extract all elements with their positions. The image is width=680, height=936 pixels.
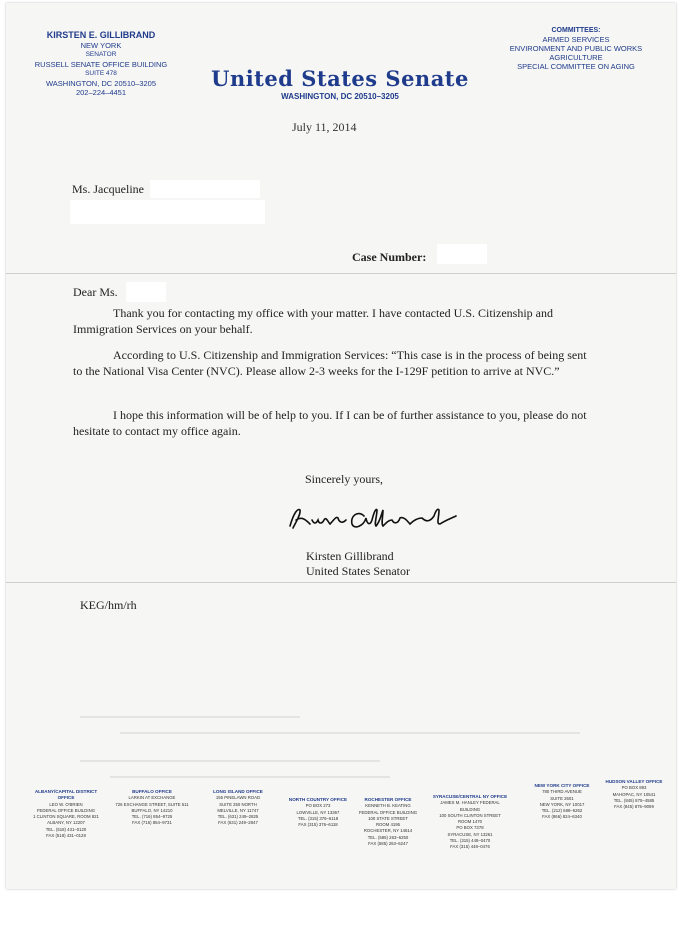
office-line: ROCHESTER, NY 14614 [363,828,413,834]
recipient-name: Ms. Jacqueline [72,182,144,196]
office-line: TEL. (845) 875–4585 [613,797,655,803]
sender-building: RUSSELL SENATE OFFICE BUILDING [34,59,168,69]
committees-block [496,26,656,71]
office-line: KENNETH B. KEATING [365,803,411,809]
office-line: TEL. (315) 376–6118 [297,815,339,821]
bleed-through-mark [80,760,380,762]
office-name: HUDSON VALLEY OFFICE [605,779,663,784]
office-hudson-valley [594,779,674,810]
office-line: TEL. (518) 431–0120 [45,826,87,832]
office-name: SYRACUSE/CENTRAL NY OFFICE [432,794,508,799]
office-new-york-city [522,783,602,821]
office-line: LARKIN AT EXCHANGE [128,795,176,801]
office-directory [26,779,676,859]
office-long-island [198,789,278,827]
redaction-box [437,244,487,264]
office-line: FAX (315) 448–0476 [450,844,490,850]
paragraph-text: Thank you for contacting my office with your matter. I have contacted U.S. Citizenship and Immigration Services on your behalf. [73,306,553,336]
office-line: PO BOX 273 [305,803,331,809]
office-name: NORTH COUNTRY OFFICE [288,797,348,802]
body-paragraph-2 [73,348,593,379]
committee-item: ARMED SERVICES [542,35,610,44]
office-line: ALBANY, NY 12207 [47,820,85,826]
office-name: BUFFALO OFFICE [132,789,172,794]
bleed-through-mark [110,776,390,778]
office-line: NEW YORK, NY 10017 [539,801,585,807]
office-line: TEL. (631) 249–2825 [217,814,259,820]
case-number-label: Case Number: [352,250,427,264]
sender-suite: SUITE 478 [85,70,117,77]
sender-role: SENATOR [85,51,117,58]
office-line: SUITE 2601 [550,795,574,801]
office-line: TEL. (212) 688–6262 [541,808,583,814]
page-fold-line [6,582,676,583]
paragraph-text: I hope this information will be of help to you. If I can be of further assistance to you, please do not hesitate to contact my office again. [73,408,587,438]
sender-city: WASHINGTON, DC 20510–3205 [45,78,157,88]
redaction-box [150,180,260,198]
letter-page [6,3,676,889]
bleed-through-mark [120,732,580,734]
office-line: TEL. (315) 448–0470 [449,838,491,844]
office-line: ROOM 4195 [375,822,401,828]
office-line: SUITE 250 NORTH [219,801,257,807]
page-fold-line [6,273,676,274]
reference-initials: KEG/hm/rh [80,598,137,612]
committees-header: COMMITTEES: [551,27,601,34]
office-line: FAX (518) 431–0128 [46,833,86,839]
office-line: 100 STATE STREET [368,815,408,821]
office-line: 1 CLINTON SQUARE, ROOM 821 [33,814,99,820]
committee-item: AGRICULTURE [549,53,603,62]
office-name: LONG ISLAND OFFICE [213,789,263,794]
office-line: FAX (315) 376–6118 [298,822,338,828]
salutation: Dear Ms. [73,285,118,299]
handwritten-signature [284,502,464,534]
office-line: MELVILLE, NY 11747 [217,807,259,813]
office-line: PO BOX 893 [621,785,647,791]
office-line: SYRACUSE, NY 13261 [447,831,493,837]
office-line: FAX (631) 249–2847 [218,820,258,826]
signer-block [306,549,410,579]
closing-line: Sincerely yours, [305,472,383,486]
office-line: JAMES M. HANLEY FEDERAL BUILDING [440,800,500,812]
office-rochester [348,797,428,847]
office-name: NEW YORK CITY OFFICE [534,783,590,788]
office-line: 100 SOUTH CLINTON STREET [439,812,501,818]
office-line: 155 PINELAWN ROAD [215,795,261,801]
office-line: FAX (716) 854–9731 [132,820,172,826]
office-line: PO BOX 7378 [456,825,484,831]
office-syracuse [430,794,510,851]
body-paragraph-3 [73,408,593,439]
office-albany [26,789,106,839]
office-line: LEO W. O'BRIEN [49,801,83,807]
committee-item: SPECIAL COMMITTEE ON AGING [517,62,635,71]
office-line: 726 EXCHANGE STREET, SUITE 511 [115,801,189,807]
office-line: TEL. (716) 854–9725 [131,814,173,820]
sender-state: NEW YORK [80,40,122,50]
sender-phone: 202–224–4451 [75,88,127,97]
office-line: MAHOPAC, NY 10541 [612,791,656,797]
sender-block [26,31,176,98]
senate-masthead [210,66,470,101]
redaction-box [70,200,265,224]
office-line: 780 THIRD AVENUE [542,789,582,795]
office-name: ALBANY/CAPITAL DISTRICT OFFICE [34,789,98,801]
office-line: TEL. (585) 263–6250 [367,834,409,840]
office-line: LOWVILLE, NY 13367 [296,809,340,815]
committee-item: ENVIRONMENT AND PUBLIC WORKS [509,44,643,53]
body-paragraph-1 [73,306,593,337]
signer-name: Kirsten Gillibrand [306,549,394,563]
office-buffalo [112,789,192,827]
paragraph-text: According to U.S. Citizenship and Immigration Services: “This case is in the process of being sent to the National Visa Center (NVC). Please allow 2-3 weeks for the I-129F petition to arrive at NVC.” [73,348,587,378]
redaction-box [126,282,166,302]
office-line: FAX (845) 875–9099 [614,804,654,810]
office-name: ROCHESTER OFFICE [364,797,412,802]
office-line: FAX (585) 263–6247 [368,841,408,847]
sender-name: KIRSTEN E. GILLIBRAND [46,30,156,40]
office-line: BUFFALO, NY 14210 [131,807,173,813]
office-line: ROOM 1470 [457,819,483,825]
masthead-title: United States Senate [211,66,469,91]
letter-date: July 11, 2014 [292,120,357,134]
signer-title: United States Senator [306,564,410,578]
office-north-country [278,797,358,828]
office-line: FEDERAL OFFICE BUILDING [36,807,96,813]
office-line: FAX (866) 824–6340 [542,814,582,820]
bleed-through-mark [80,716,300,718]
office-line: FEDERAL OFFICE BUILDING [358,809,418,815]
masthead-city: WASHINGTON, DC 20510–3205 [281,92,399,101]
